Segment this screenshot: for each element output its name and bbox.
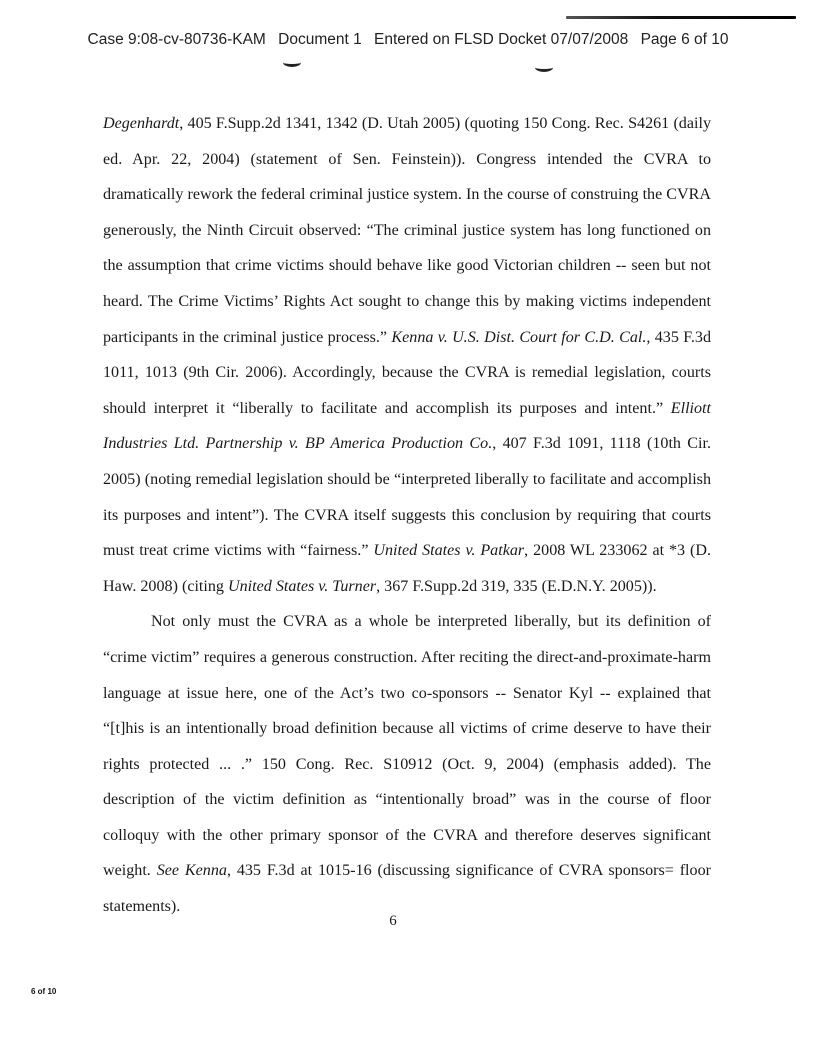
citation-see-kenna: See Kenna (156, 862, 227, 880)
document-body (103, 106, 711, 925)
citation-kenna: Kenna v. U.S. Dist. Court for C.D. Cal. (391, 328, 647, 346)
paragraph-1: Degenhardt, 405 F.Supp.2d 1341, 1342 (D. Utah 2005) (quoting 150 Cong. Rec. S4261 (daily ed. Apr. 22, 2004) (statement of Sen. Feinstein)). Congress intended the CVRA to dramatically rework the federal criminal justice system. In the course of construing the CVRA generously, the Ninth Circuit observed: “The criminal justice system has long functioned on the assumption that crime victims should behave like good Victorian children -- seen but not heard. The Crime Victims’ Rights Act sought to change this by making victims independent participants in the criminal justice process.” Kenna v. U.S. Dist. Court for C.D. Cal., 435 F.3d 1011, 1013 (9th Cir. 2006). Accordingly, because the CVRA is remedial legislation, courts should interpret it “liberally to facilitate and accomplish its purposes and intent.” Elliott Industries Ltd. Partnership v. BP America Production Co., 407 F.3d 1091, 1118 (10th Cir. 2005) (noting remedial legislation should be “interpreted liberally to facilitate and accomplish its purposes and intent”). The CVRA itself suggests this conclusion by requiring that courts must treat crime victims with “fairness.” United States v. Patkar, 2008 WL 233062 at *3 (D. Haw. 2008) (citing United States v. Turner, 367 F.Supp.2d 319, 335 (E.D.N.Y. 2005)). (103, 115, 712, 595)
case-header (0, 31, 816, 49)
paragraph-2: Not only must the CVRA as a whole be interpreted liberally, but its definition of “crime victim” requires a generous construction. After reciting the direct-and-proximate-harm language at issue here, one of the Act’s two co-sponsors -- Senator Kyl -- explained that “[t]his is an intentionally broad definition because all victims of crime deserve to have their rights protected ... .” 150 Cong. Rec. S10912 (Oct. 9, 2004) (emphasis added). The description of the victim definition as “intentionally broad” was in the course of floor colloquy with the other primary sponsor of the CVRA and therefore deserves significant weight. See Kenna, 435 F.3d at 1015-16 (discussing significance of CVRA sponsors= floor statements). (103, 613, 711, 916)
docket-entry: Entered on FLSD Docket 07/07/2008 (374, 31, 629, 48)
scan-artifact-rule (566, 16, 796, 19)
scan-mark-left (283, 58, 301, 67)
citation-degenhardt: Degenhardt (103, 115, 180, 132)
citation-turner: United States v. Turner (228, 577, 377, 595)
case-number: Case 9:08-cv-80736-KAM (87, 31, 266, 48)
page-number: 6 (389, 913, 397, 929)
document-number: Document 1 (278, 31, 362, 48)
citation-patkar: United States v. Patkar (373, 542, 525, 560)
scan-mark-right (535, 63, 553, 72)
footer-page-count: 6 of 10 (31, 987, 57, 996)
page-count: Page 6 of 10 (640, 31, 729, 48)
citation-elliott: Elliott Industries Ltd. Partnership v. BP America Production Co. (103, 399, 711, 453)
